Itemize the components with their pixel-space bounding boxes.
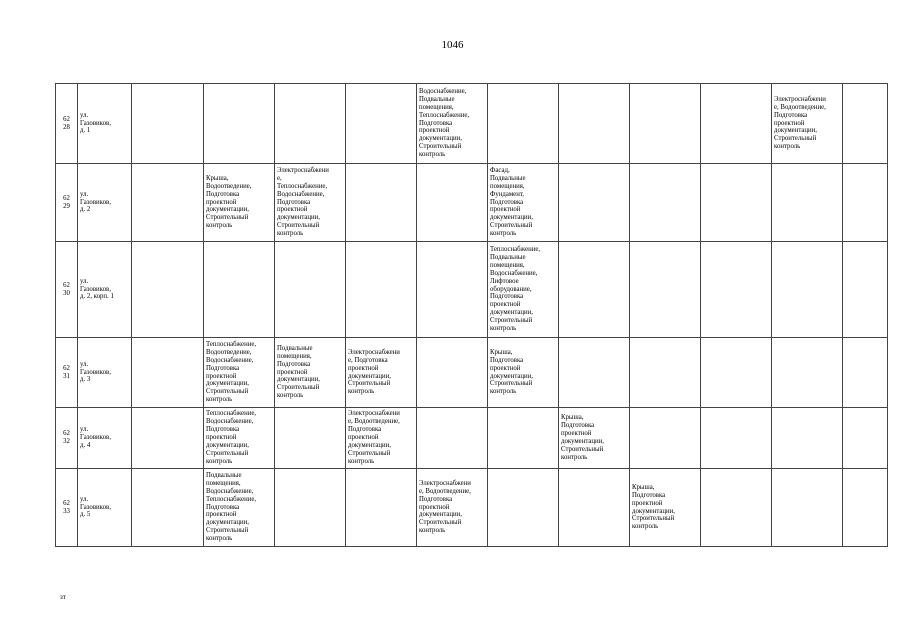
- address-cell: ул. Газовиков, д. 3: [78, 338, 132, 408]
- address-cell: ул. Газовиков, д. 2: [78, 164, 132, 242]
- work-type-cell: Электроснабжени е, Водоотведение, Подготовка проектной документации, Строительный контроль: [346, 408, 417, 469]
- work-type-cell: [630, 84, 701, 164]
- work-type-cell: [630, 338, 701, 408]
- work-type-cell: [559, 469, 630, 547]
- work-type-cell: [132, 84, 204, 164]
- work-type-cell: Электроснабжени е, Подготовка проектной документации, Строительный контроль: [346, 338, 417, 408]
- work-type-cell: [772, 408, 843, 469]
- table-row: [56, 164, 888, 242]
- work-type-cell: [417, 338, 488, 408]
- work-type-cell: [701, 242, 772, 338]
- table-row: [56, 408, 888, 469]
- work-type-cell: Теплоснабжение, Водоснабжение, Подготовка проектной документации, Строительный контроль: [204, 408, 275, 469]
- work-type-cell: [843, 408, 888, 469]
- work-type-cell: Теплоснабжение, Подвальные помещения, Водоснабжение, Лифтовое оборудование, Подготовка проектной документации, Строительный контроль: [488, 242, 559, 338]
- work-type-cell: [417, 242, 488, 338]
- address-cell: ул. Газовиков, д. 1: [78, 84, 132, 164]
- table-row: [56, 242, 888, 338]
- row-number-cell: 62 32: [56, 408, 78, 469]
- work-type-cell: [488, 469, 559, 547]
- work-type-cell: [772, 338, 843, 408]
- work-type-cell: [630, 408, 701, 469]
- work-type-cell: [843, 338, 888, 408]
- work-type-cell: [275, 84, 346, 164]
- row-number-cell: 62 33: [56, 469, 78, 547]
- work-type-cell: Водоснабжение, Подвальные помещения, Теплоснабжение, Подготовка проектной документации, Строительный контроль: [417, 84, 488, 164]
- row-number-cell: 62 29: [56, 164, 78, 242]
- work-type-cell: Подвальные помещения, Подготовка проектной документации, Строительный контроль: [275, 338, 346, 408]
- work-type-cell: Крыша, Водоотведение, Подготовка проектной документации, Строительный контроль: [204, 164, 275, 242]
- work-type-cell: [346, 164, 417, 242]
- work-type-cell: Крыша, Подготовка проектной документации, Строительный контроль: [488, 338, 559, 408]
- work-type-cell: Крыша, Подготовка проектной документации, Строительный контроль: [630, 469, 701, 547]
- work-type-cell: [346, 84, 417, 164]
- work-type-cell: [701, 408, 772, 469]
- row-number-cell: 62 28: [56, 84, 78, 164]
- work-type-cell: [843, 164, 888, 242]
- work-type-cell: [843, 242, 888, 338]
- work-type-cell: [630, 164, 701, 242]
- page-number: 1046: [441, 39, 464, 51]
- work-type-cell: [132, 469, 204, 547]
- table-row: [56, 469, 888, 547]
- work-type-cell: [275, 242, 346, 338]
- work-type-cell: [701, 164, 772, 242]
- work-type-cell: Крыша, Подготовка проектной документации, Строительный контроль: [559, 408, 630, 469]
- work-type-cell: [772, 164, 843, 242]
- work-type-cell: [701, 338, 772, 408]
- work-type-cell: [346, 242, 417, 338]
- work-type-cell: Теплоснабжение, Водоотведение, Водоснабжение, Подготовка проектной документации, Строительный контроль: [204, 338, 275, 408]
- work-type-cell: [772, 469, 843, 547]
- work-type-cell: [417, 408, 488, 469]
- work-type-cell: [275, 408, 346, 469]
- work-type-cell: Фасад, Подвальные помещения, Фундамент, Подготовка проектной документации, Строительный контроль: [488, 164, 559, 242]
- work-type-cell: [701, 84, 772, 164]
- table-row: [56, 84, 888, 164]
- work-type-cell: Подвальные помещения, Водоснабжение, Теплоснабжение, Подготовка проектной документации, Строительный контроль: [204, 469, 275, 547]
- work-type-cell: [843, 84, 888, 164]
- work-type-cell: [559, 338, 630, 408]
- address-cell: ул. Газовиков, д. 2, корп. 1: [78, 242, 132, 338]
- work-type-cell: [559, 84, 630, 164]
- work-type-cell: [559, 164, 630, 242]
- table-row: [56, 338, 888, 408]
- capital-repair-table: [55, 83, 888, 547]
- work-type-cell: [132, 338, 204, 408]
- work-type-cell: [275, 469, 346, 547]
- work-type-cell: Электроснабжени е, Теплоснабжение, Водоснабжение, Подготовка проектной документации, Строительный контроль: [275, 164, 346, 242]
- work-type-cell: Электроснабжени е, Водоотведение, Подготовка проектной документации, Строительный контроль: [772, 84, 843, 164]
- work-type-cell: [132, 242, 204, 338]
- footer-note: зт: [60, 593, 66, 601]
- work-type-cell: [488, 84, 559, 164]
- work-type-cell: [417, 164, 488, 242]
- work-type-cell: [204, 242, 275, 338]
- work-type-cell: [132, 164, 204, 242]
- work-type-cell: [488, 408, 559, 469]
- address-cell: ул. Газовиков, д. 5: [78, 469, 132, 547]
- work-type-cell: [346, 469, 417, 547]
- work-type-cell: [843, 469, 888, 547]
- row-number-cell: 62 30: [56, 242, 78, 338]
- work-type-cell: [701, 469, 772, 547]
- work-type-cell: Электроснабжени е, Водоотведение, Подготовка проектной документации, Строительный контроль: [417, 469, 488, 547]
- address-cell: ул. Газовиков, д. 4: [78, 408, 132, 469]
- work-type-cell: [630, 242, 701, 338]
- work-type-cell: [132, 408, 204, 469]
- work-type-cell: [204, 84, 275, 164]
- work-type-cell: [559, 242, 630, 338]
- work-type-cell: [772, 242, 843, 338]
- row-number-cell: 62 31: [56, 338, 78, 408]
